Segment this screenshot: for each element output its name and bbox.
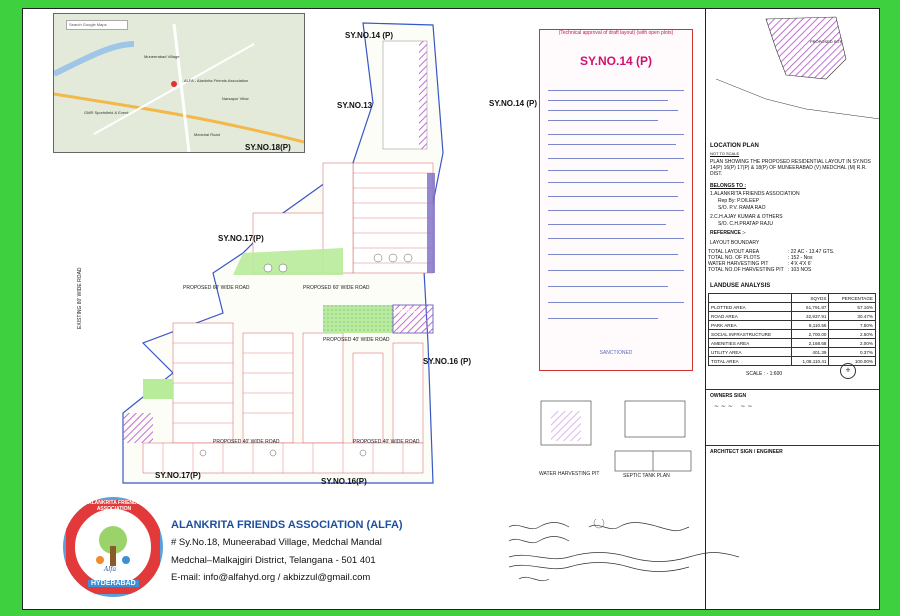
map-search-input[interactable]: Search Google Maps bbox=[66, 20, 128, 30]
owner-line: S/O. C.H.PRATAP RAJU bbox=[718, 221, 774, 227]
survey-label: SY.NO.18(P) bbox=[245, 143, 291, 152]
survey-label: SY.NO.13 bbox=[337, 101, 373, 110]
summary-row: TOTAL NO. OF PLOTS : 152 - Nos bbox=[708, 255, 813, 261]
summary-row: TOTAL LAYOUT AREA : 22 AC - 13.47 GTS. bbox=[708, 249, 835, 255]
north-arrow-icon: ✛ bbox=[840, 363, 856, 379]
table-row: PLOTTED AREA 61,791.87 57.16% bbox=[709, 303, 876, 312]
layout-plan bbox=[83, 13, 503, 493]
stamp-title: SY.NO.14 (P) bbox=[579, 54, 653, 68]
architect-label: ARCHITECT SIGN / ENGINEER bbox=[710, 449, 783, 455]
owners-sign-label: OWNERS SIGN bbox=[710, 393, 747, 399]
owner-line: 1.ALANKRITA FRIENDS ASSOCIATION bbox=[710, 191, 800, 197]
stamp-note: (Technical approval of draft layout) (with open plots) bbox=[558, 30, 674, 36]
location-title: LOCATION PLAN bbox=[710, 143, 759, 149]
road-label: PROPOSED 60' WIDE ROAD bbox=[183, 285, 250, 291]
reference-label: REFERENCE :- bbox=[710, 230, 746, 236]
approval-stamp bbox=[539, 29, 693, 371]
table-row: ROAD AREA 32,937.91 30.47% bbox=[709, 312, 876, 321]
map-label: Narsapur Vihar bbox=[222, 96, 249, 101]
summary-row: TOTAL NO.OF HARVESTING PIT : 103 NOS bbox=[708, 267, 812, 273]
table-header-row: SQYDS PERCENTAGE bbox=[709, 294, 876, 303]
road-label: PROPOSED 40' WIDE ROAD bbox=[353, 439, 420, 445]
layout-sheet bbox=[22, 8, 880, 610]
location-subtitle: NOT TO SCALE bbox=[710, 151, 740, 156]
logo-bottom-text: HYDERABAD bbox=[88, 580, 139, 587]
survey-label: SY.NO.14 (P) bbox=[489, 99, 538, 108]
table-row: PARK AREA 8,110.56 7.50% bbox=[709, 321, 876, 330]
site-location-sketch bbox=[706, 9, 880, 139]
scale-label: SCALE : - 1:600 bbox=[746, 371, 783, 377]
amenities-label: AMENITIES bbox=[393, 309, 421, 315]
construction-details bbox=[535, 391, 695, 481]
layout-boundary-label: LAYOUT BOUNDARY bbox=[710, 240, 760, 246]
org-address: # Sy.No.18, Muneerabad Village, Medchal Mandal bbox=[171, 537, 382, 548]
survey-label: SY.NO.16(P) bbox=[321, 477, 367, 486]
summary-row: WATER HARVESTING PIT : 4'X 4'X 6' bbox=[708, 261, 812, 267]
summary-table bbox=[708, 249, 876, 273]
detail-label: WATER HARVESTING PIT bbox=[539, 471, 600, 477]
table-row: SOCIAL INFRASTRUCTURE 2,700.00 2.50% bbox=[709, 330, 876, 339]
stamp-foot: SANCTIONED bbox=[599, 350, 633, 356]
logo-top-text: ALANKRITA FRIENDS ASSOCIATION bbox=[88, 500, 140, 512]
survey-label: SY.NO.17(P) bbox=[218, 234, 264, 243]
belongs-label: BELONGS TO : bbox=[710, 183, 747, 189]
landuse-table bbox=[708, 293, 876, 366]
owner-line: Rep By: P.DILEEP bbox=[718, 198, 760, 204]
map-label: Medchal Road bbox=[194, 132, 220, 137]
road-label: PROPOSED 40' WIDE ROAD bbox=[323, 337, 390, 343]
landuse-title: LANDUSE ANALYSIS bbox=[710, 283, 771, 289]
table-row: AMENITIES AREA 2,168.68 2.00% bbox=[709, 339, 876, 348]
org-name: ALANKRITA FRIENDS ASSOCIATION (ALFA) bbox=[171, 519, 403, 531]
table-row: TOTAL AREA 1,08,110.41 100.00% bbox=[709, 357, 876, 366]
road-label: EXISTING 80' WIDE ROAD bbox=[77, 267, 83, 329]
road-label: PROPOSED 40' WIDE ROAD bbox=[213, 439, 280, 445]
alfa-logo bbox=[63, 497, 163, 597]
signatures: ~ ~ ~ ~ ~ bbox=[714, 403, 753, 410]
table-row: UTILITY AREA 401.39 0.37% bbox=[709, 348, 876, 357]
survey-label: SY.NO.16 (P) bbox=[423, 357, 472, 366]
map-label: GMR Sportsfield & Event bbox=[84, 110, 129, 115]
detail-label: SEPTIC TANK PLAN bbox=[623, 473, 670, 479]
map-label: ALFA - Alankrita Friends Association bbox=[184, 78, 249, 83]
survey-label: SY.NO.14 (P) bbox=[345, 31, 394, 40]
handwritten-remarks bbox=[509, 519, 769, 589]
org-email: E-mail: info@alfahyd.org / akbizzul@gmail.com bbox=[171, 572, 371, 583]
site-label: PROPOSED SITE bbox=[810, 39, 843, 44]
org-address: Medchal–Malkajgiri District, Telangana - 501 401 bbox=[171, 555, 376, 566]
logo-script: Alfa bbox=[104, 566, 117, 573]
survey-label: SY.NO.17(P) bbox=[155, 471, 201, 480]
road-label: PROPOSED 60' WIDE ROAD bbox=[303, 285, 370, 291]
plan-description: PLAN SHOWING THE PROPOSED RESIDENTIAL LAYOUT IN SY.NOS 14(P) 16(P) 17(P) & 18(P) OF MUNEERABAD (V) MEDCHAL (M) R.R. DIST. bbox=[710, 159, 871, 177]
map-label: Muneerabad Village bbox=[144, 54, 180, 59]
owner-line: S/O. P.V. RAMA RAO bbox=[718, 205, 766, 211]
owner-line: 2.C.H.AJAY KUMAR & OTHERS bbox=[710, 214, 783, 220]
